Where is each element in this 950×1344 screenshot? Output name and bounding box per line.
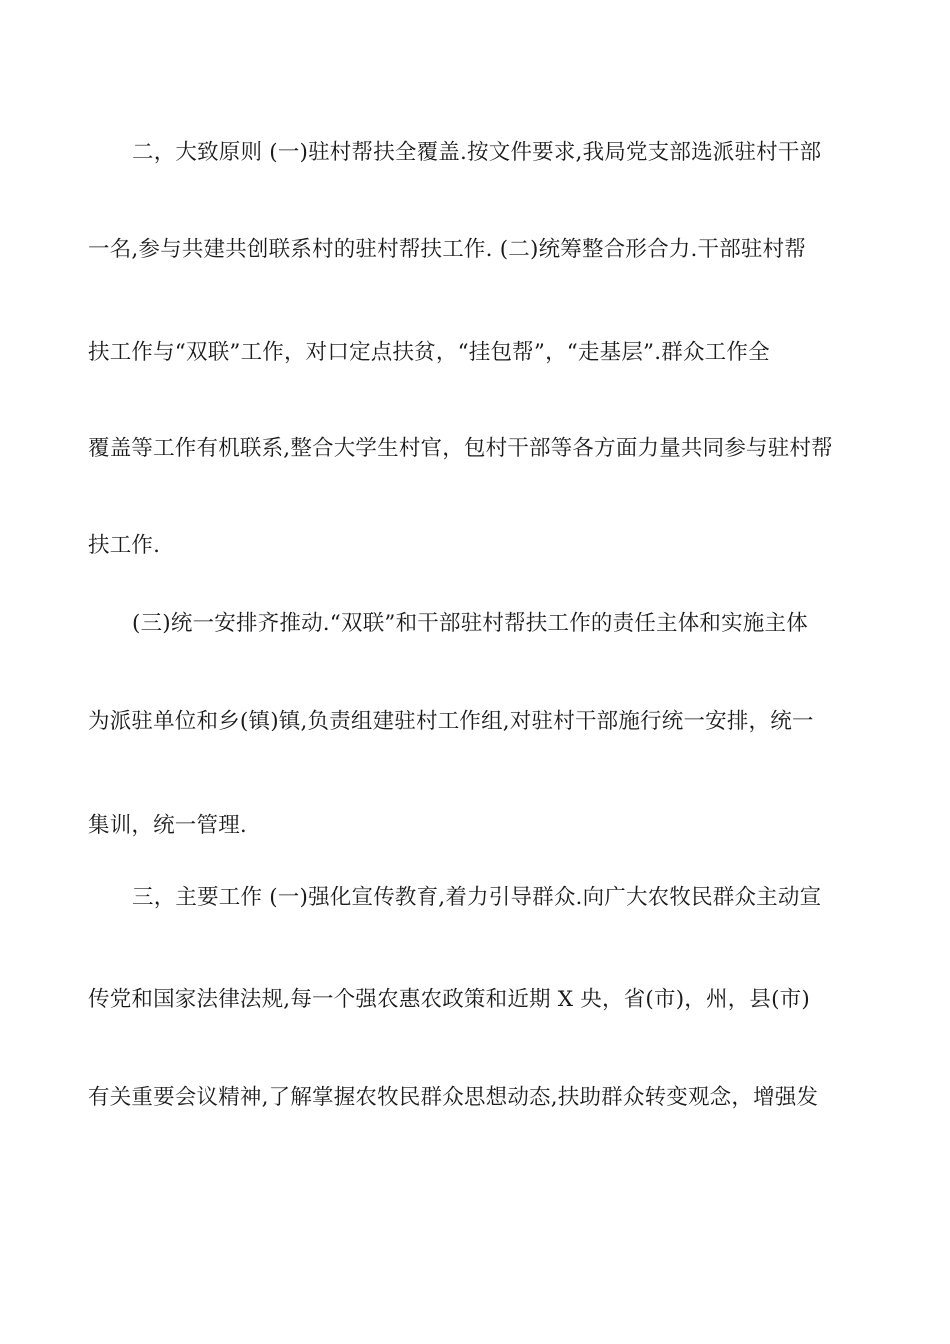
- paragraph-line: 覆盖等工作有机联系,整合大学生村官，包村干部等各方面力量共同参与驻村帮: [88, 436, 833, 461]
- paragraph-line: 扶工作与“双联”工作，对口定点扶贫，“挂包帮”，“走基层”.群众工作全: [88, 340, 770, 365]
- paragraph-line: (三)统一安排齐推动.“双联”和干部驻村帮扶工作的责任主体和实施主体: [132, 611, 808, 636]
- paragraph-line: 有关重要会议精神,了解掌握农牧民群众思想动态,扶助群众转变观念，增强发: [88, 1085, 819, 1110]
- paragraph-line: 二，大致原则 (一)驻村帮扶全覆盖.按文件要求,我局党支部选派驻村干部: [132, 140, 822, 165]
- paragraph-line: 为派驻单位和乡(镇)镇,负责组建驻村工作组,对驻村干部施行统一安排，统一: [88, 709, 814, 734]
- paragraph-line: 集训，统一管理.: [88, 813, 247, 838]
- paragraph-line: 三，主要工作 (一)强化宣传教育,着力引导群众.向广大农牧民群众主动宣: [132, 885, 822, 910]
- paragraph-line: 一名,参与共建共创联系村的驻村帮扶工作. (二)统筹整合形合力.干部驻村帮: [88, 237, 807, 262]
- paragraph-line: 扶工作.: [88, 533, 161, 558]
- paragraph-line: 传党和国家法律法规,每一个强农惠农政策和近期 X 央，省(市)，州，县(市): [88, 987, 810, 1012]
